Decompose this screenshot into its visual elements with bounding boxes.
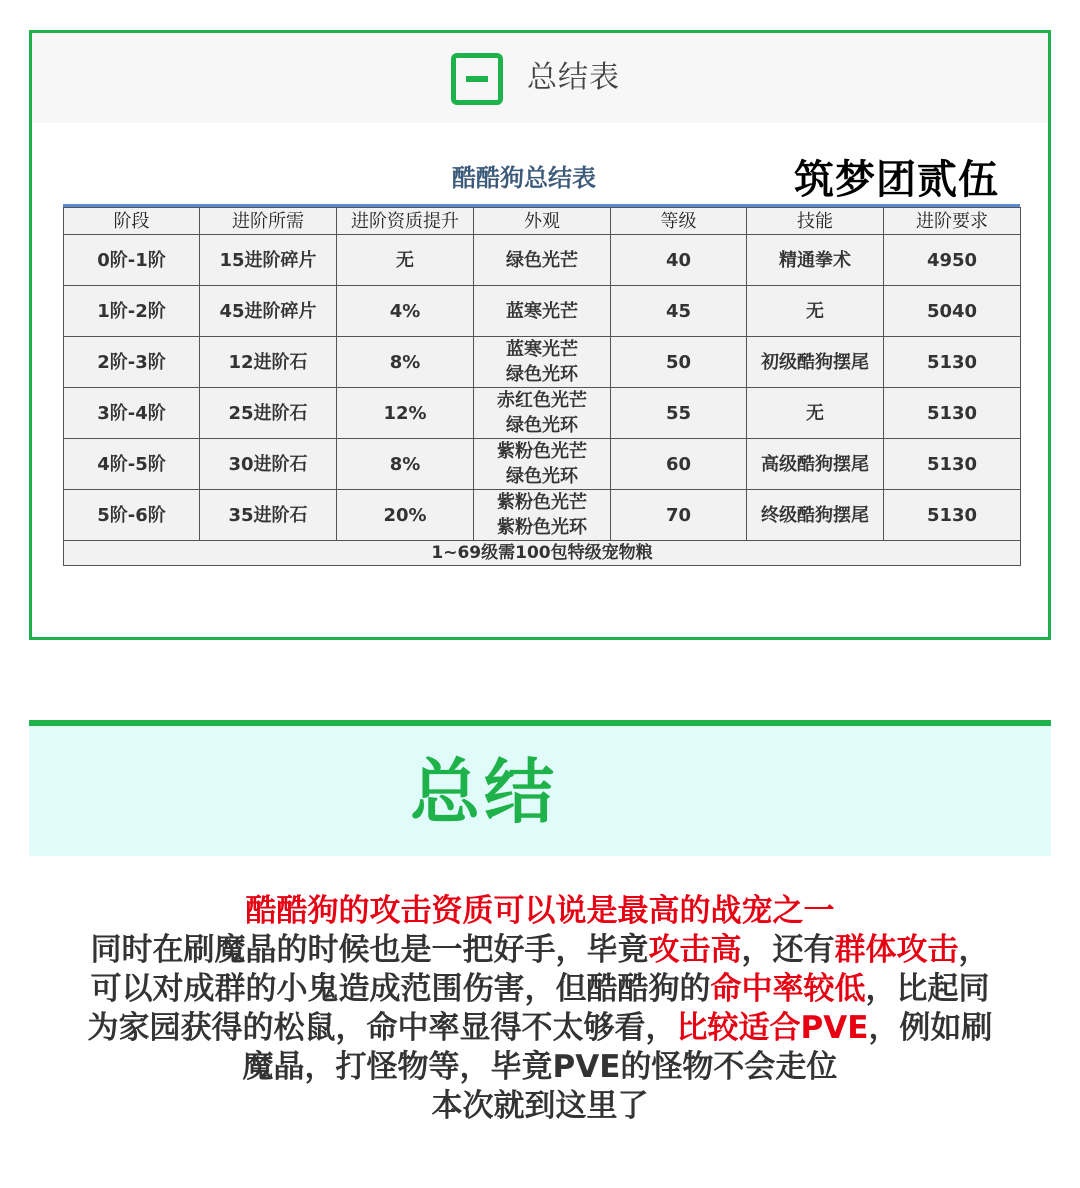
table-cell-skill: 高级酷狗摆尾	[747, 439, 884, 490]
body-text: 本次就到这里了	[431, 1088, 649, 1124]
table-cell-look	[474, 235, 611, 286]
card-header	[32, 33, 1048, 123]
cell-line: 蓝寒光芒	[506, 300, 578, 322]
table-cell-stage: 0阶-1阶	[64, 235, 200, 286]
table-cell-skill: 初级酷狗摆尾	[747, 337, 884, 388]
watermark-text: 筑梦团贰伍	[794, 157, 999, 203]
column-header: 进阶所需	[200, 208, 337, 235]
body-text: ，	[958, 932, 990, 968]
summary-paragraph	[30, 892, 1050, 1126]
table-cell-look	[474, 337, 611, 388]
summary-table-card	[29, 30, 1051, 640]
highlight-text: 比较适合PVE	[676, 1010, 869, 1046]
table-cell-need: 35进阶石	[200, 490, 337, 541]
table-cell-boost: 8%	[337, 337, 474, 388]
body-text: 同时在刷魔晶的时候也是一把好手，毕竟	[90, 932, 649, 968]
table-row	[64, 235, 1021, 286]
cell-line: 绿色光环	[506, 415, 578, 436]
table-cell-boost: 12%	[337, 388, 474, 439]
body-text: ，比起同	[865, 971, 990, 1007]
body-text: ，还有	[741, 932, 835, 968]
table-cell-look	[474, 439, 611, 490]
body-text: 为家园获得的松鼠，命中率显得不太够看，	[87, 1010, 677, 1046]
table-cell-req: 4950	[884, 235, 1021, 286]
table-cell-level: 50	[611, 337, 747, 388]
cell-line: 紫粉色光芒	[497, 492, 587, 513]
table-row	[64, 286, 1021, 337]
table-cell-stage: 2阶-3阶	[64, 337, 200, 388]
table-cell-boost: 4%	[337, 286, 474, 337]
table-cell-stage: 5阶-6阶	[64, 490, 200, 541]
table-cell-req: 5130	[884, 388, 1021, 439]
table-cell-need: 15进阶碎片	[200, 235, 337, 286]
table-header-row	[64, 208, 1021, 235]
summary-line	[30, 931, 1050, 970]
table-cell-level: 60	[611, 439, 747, 490]
table-cell-level: 55	[611, 388, 747, 439]
table-cell-req: 5130	[884, 337, 1021, 388]
cell-line: 紫粉色光芒	[497, 441, 587, 462]
table-cell-skill: 无	[747, 388, 884, 439]
highlight-text: 命中率较低	[710, 971, 866, 1007]
table-row	[64, 490, 1021, 541]
highlight-text: 群体攻击	[834, 932, 959, 968]
summary-line	[30, 892, 1050, 931]
table-cell-req: 5040	[884, 286, 1021, 337]
highlight-text: 攻击高	[648, 932, 742, 968]
cell-line: 绿色光环	[506, 466, 578, 487]
body-text: 可以对成群的小鬼造成范围伤害，但酷酷狗的	[90, 971, 711, 1007]
table-cell-need: 45进阶碎片	[200, 286, 337, 337]
table-cell-skill: 无	[747, 286, 884, 337]
table-cell-level: 40	[611, 235, 747, 286]
table-row	[64, 439, 1021, 490]
summary-line	[30, 970, 1050, 1009]
table-cell-look	[474, 286, 611, 337]
table-cell-boost: 无	[337, 235, 474, 286]
table-row	[64, 388, 1021, 439]
table-cell-need: 30进阶石	[200, 439, 337, 490]
column-header: 外观	[474, 208, 611, 235]
column-header: 技能	[747, 208, 884, 235]
column-header: 进阶要求	[884, 208, 1021, 235]
table-cell-skill: 终级酷狗摆尾	[747, 490, 884, 541]
table-cell-level: 45	[611, 286, 747, 337]
table-cell-boost: 8%	[337, 439, 474, 490]
table-cell-look	[474, 388, 611, 439]
table-cell-skill: 精通拳术	[747, 235, 884, 286]
table-cell-need: 25进阶石	[200, 388, 337, 439]
column-header: 阶段	[64, 208, 200, 235]
table-cell-look	[474, 490, 611, 541]
cell-line: 赤红色光芒	[497, 390, 587, 411]
table-cell-stage: 1阶-2阶	[64, 286, 200, 337]
summary-line	[30, 1048, 1050, 1087]
table-footer-note: 1~69级需100包特级宠物粮	[64, 541, 1021, 566]
summary-line	[30, 1087, 1050, 1126]
cell-line: 蓝寒光芒	[506, 339, 578, 360]
table-row	[64, 337, 1021, 388]
column-header: 等级	[611, 208, 747, 235]
table-title: 酷酷狗总结表	[452, 164, 596, 192]
upgrade-summary-table	[63, 207, 1021, 566]
body-text: 魔晶，打怪物等，毕竟PVE的怪物不会走位	[242, 1049, 838, 1085]
cell-line: 绿色光芒	[506, 249, 578, 271]
table-cell-level: 70	[611, 490, 747, 541]
cell-line: 紫粉色光环	[497, 517, 587, 538]
minus-square-icon	[451, 53, 503, 105]
column-header: 进阶资质提升	[337, 208, 474, 235]
table-cell-boost: 20%	[337, 490, 474, 541]
table-cell-req: 5130	[884, 490, 1021, 541]
table-footer-row	[64, 541, 1021, 566]
table-cell-stage: 4阶-5阶	[64, 439, 200, 490]
summary-line	[30, 1009, 1050, 1048]
body-text: ，例如刷	[868, 1010, 993, 1046]
section-title: 总结	[410, 751, 558, 833]
card-title: 总结表	[527, 60, 620, 95]
cell-line: 绿色光环	[506, 364, 578, 385]
table-cell-stage: 3阶-4阶	[64, 388, 200, 439]
highlight-text: 酷酷狗的攻击资质可以说是最高的战宠之一	[245, 893, 835, 929]
table-cell-req: 5130	[884, 439, 1021, 490]
table-cell-need: 12进阶石	[200, 337, 337, 388]
